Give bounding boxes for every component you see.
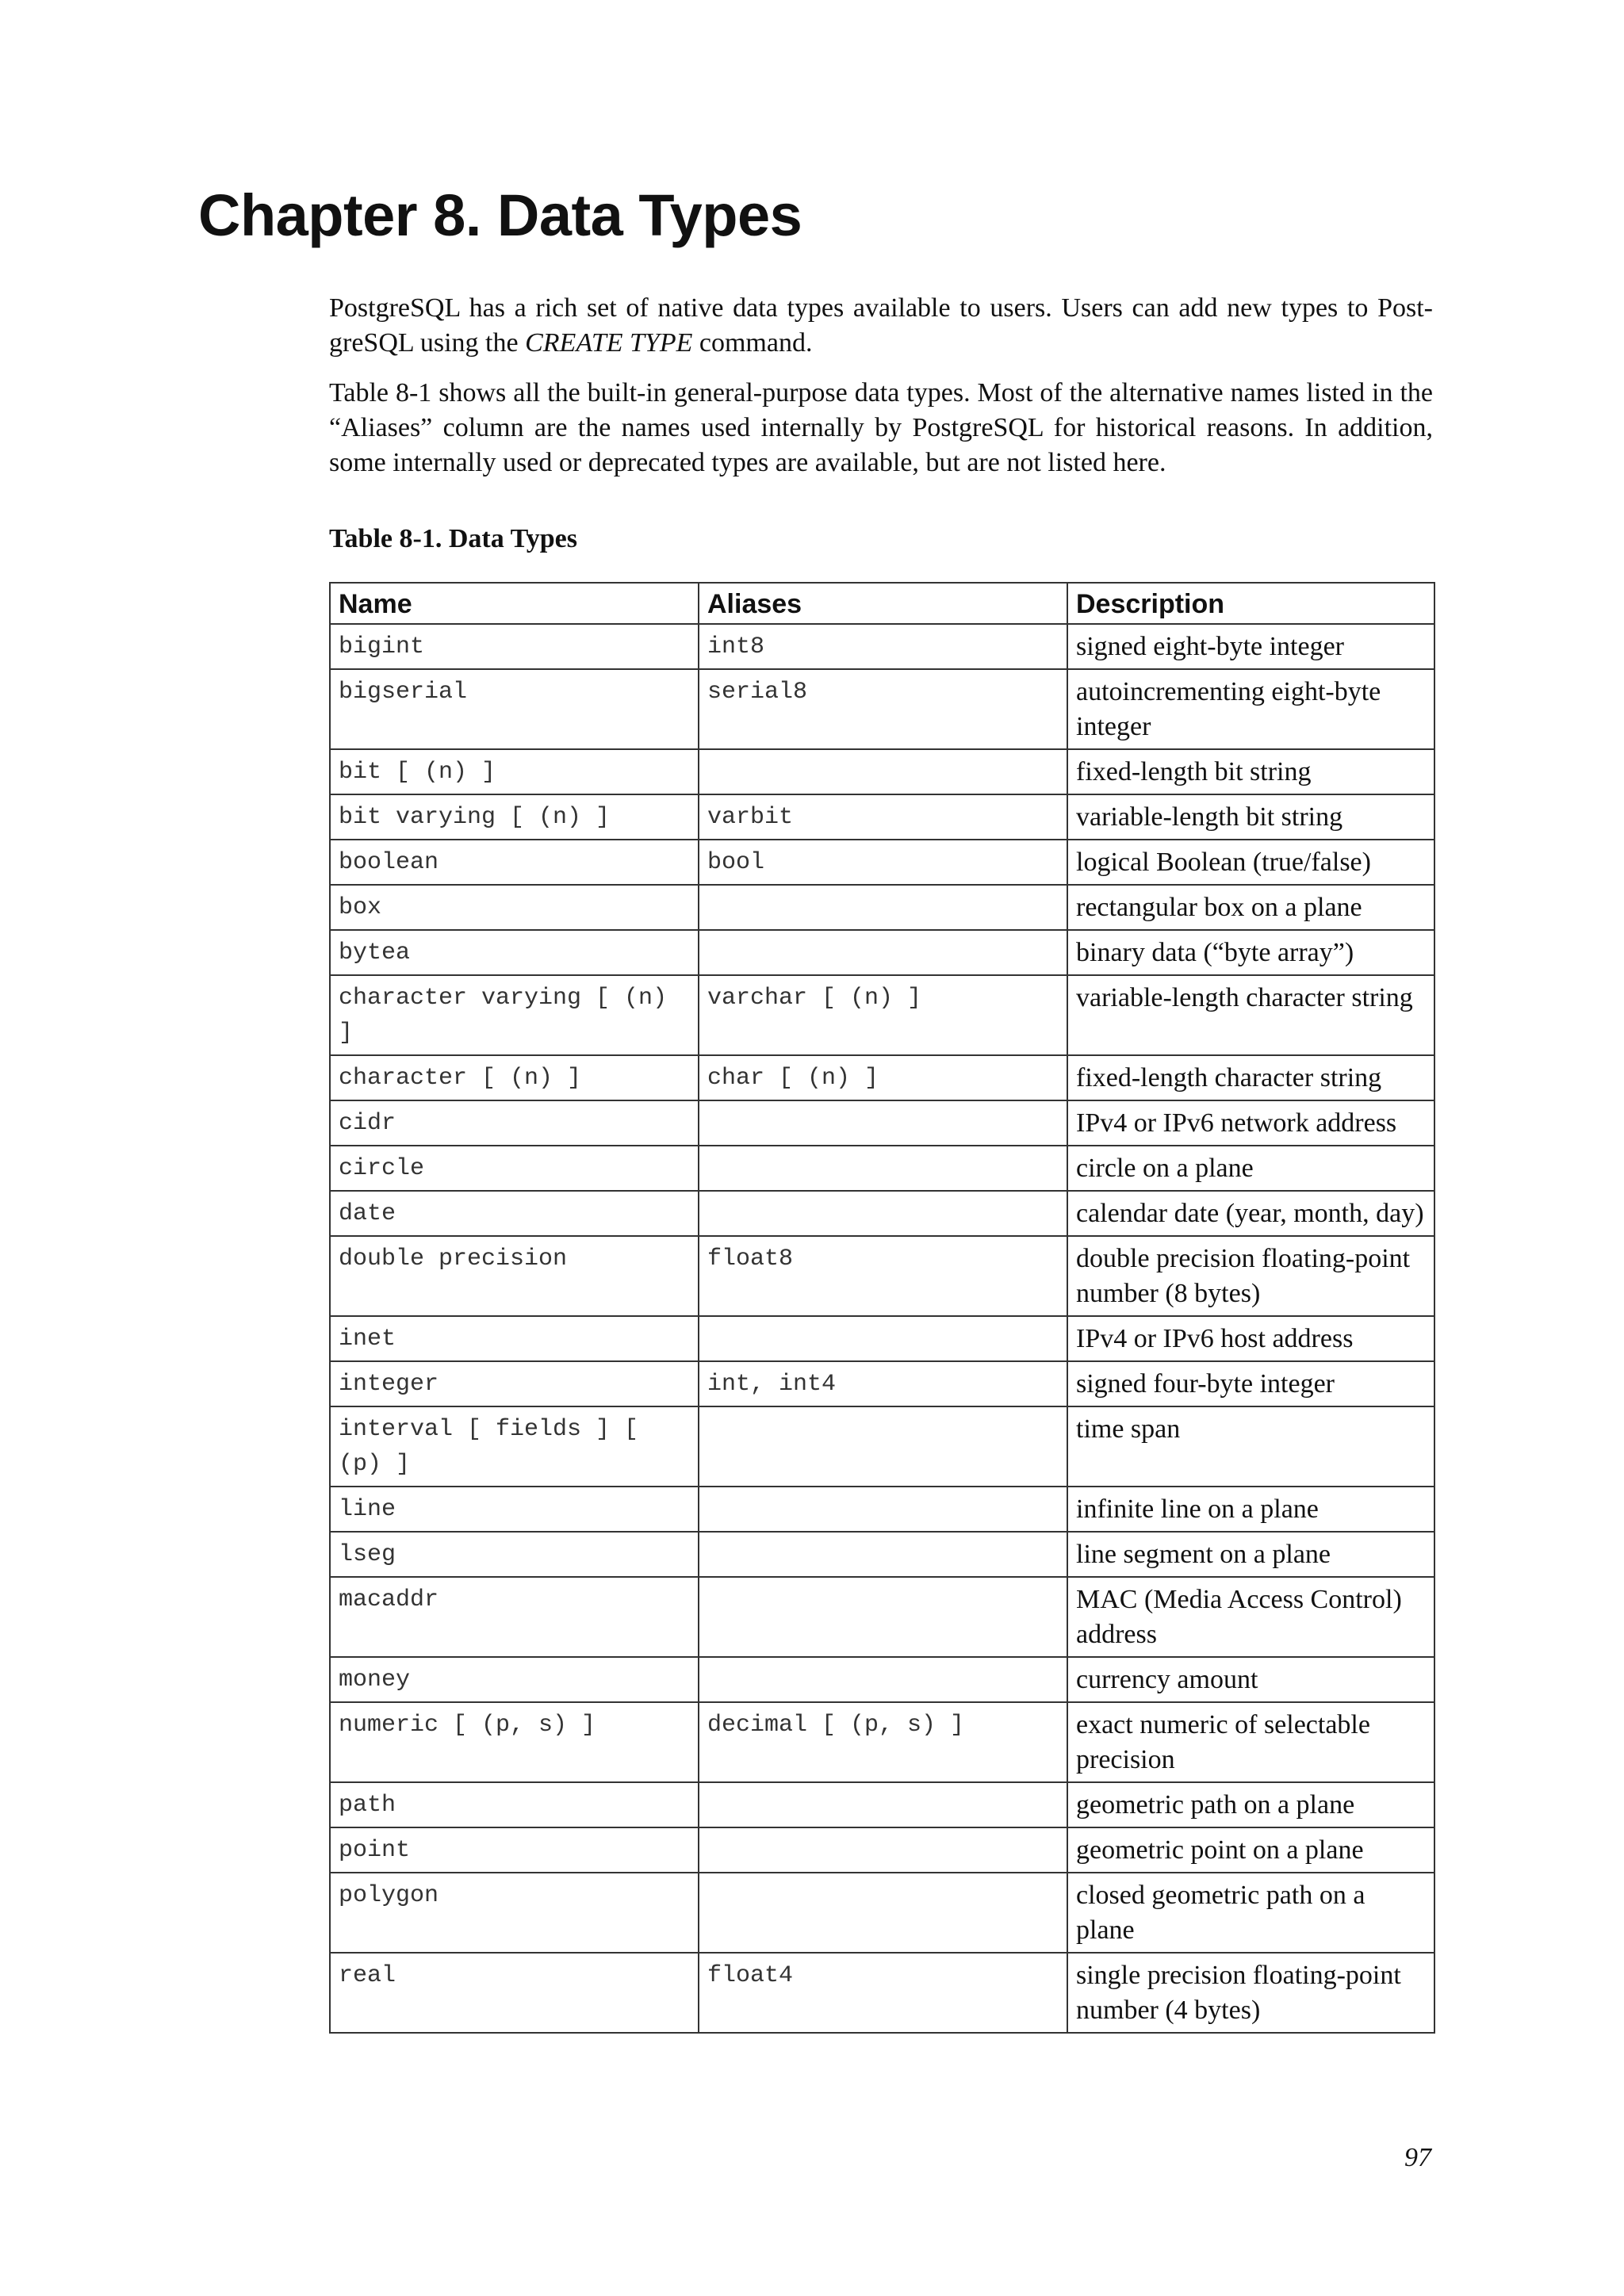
type-name: numeric [ (p, s) ] bbox=[330, 1702, 699, 1782]
type-description: variable-length character string bbox=[1067, 975, 1434, 1055]
type-aliases bbox=[699, 1316, 1067, 1361]
type-name: cidr bbox=[330, 1100, 699, 1146]
type-name: inet bbox=[330, 1316, 699, 1361]
type-description: signed eight-byte integer bbox=[1067, 624, 1434, 669]
type-description: fixed-length character string bbox=[1067, 1055, 1434, 1100]
type-aliases: serial8 bbox=[699, 669, 1067, 749]
column-header-description: Description bbox=[1067, 583, 1434, 624]
type-name: bigserial bbox=[330, 669, 699, 749]
type-name: circle bbox=[330, 1146, 699, 1191]
type-name: money bbox=[330, 1657, 699, 1702]
type-aliases: varbit bbox=[699, 794, 1067, 840]
type-aliases bbox=[699, 1782, 1067, 1827]
type-description: binary data (“byte array”) bbox=[1067, 930, 1434, 975]
type-description: geometric path on a plane bbox=[1067, 1782, 1434, 1827]
type-name: bigint bbox=[330, 624, 699, 669]
type-aliases bbox=[699, 885, 1067, 930]
type-description: IPv4 or IPv6 host address bbox=[1067, 1316, 1434, 1361]
table-row bbox=[330, 1236, 1434, 1316]
table-header-row bbox=[330, 583, 1434, 624]
table-row bbox=[330, 1055, 1434, 1100]
type-name: interval [ fields ] [ (p) ] bbox=[330, 1406, 699, 1487]
table-row bbox=[330, 1702, 1434, 1782]
type-aliases bbox=[699, 749, 1067, 794]
type-aliases bbox=[699, 1577, 1067, 1657]
table-row bbox=[330, 1782, 1434, 1827]
type-name: line bbox=[330, 1487, 699, 1532]
table-row bbox=[330, 1577, 1434, 1657]
type-aliases: varchar [ (n) ] bbox=[699, 975, 1067, 1055]
type-description: line segment on a plane bbox=[1067, 1532, 1434, 1577]
type-aliases bbox=[699, 1827, 1067, 1873]
type-description: calendar date (year, month, day) bbox=[1067, 1191, 1434, 1236]
table-row bbox=[330, 1361, 1434, 1406]
type-description: time span bbox=[1067, 1406, 1434, 1487]
intro-paragraph-1-text-b: command. bbox=[692, 328, 813, 358]
type-name: character varying [ (n) ] bbox=[330, 975, 699, 1055]
type-name: lseg bbox=[330, 1532, 699, 1577]
type-name: box bbox=[330, 885, 699, 930]
page-number: 97 bbox=[1404, 2143, 1431, 2172]
type-description: signed four-byte integer bbox=[1067, 1361, 1434, 1406]
table-row bbox=[330, 1827, 1434, 1873]
table-row bbox=[330, 975, 1434, 1055]
column-header-name: Name bbox=[330, 583, 699, 624]
type-description: single precision floating-point number (4 bytes) bbox=[1067, 1953, 1434, 2033]
table-row bbox=[330, 1487, 1434, 1532]
data-types-table bbox=[329, 582, 1435, 2034]
create-type-command: CREATE TYPE bbox=[525, 328, 693, 358]
type-name: character [ (n) ] bbox=[330, 1055, 699, 1100]
intro-paragraph-1-text-a: PostgreSQL has a rich set of native data types available to users. Users can add new types to Post-greSQL using the bbox=[329, 293, 1433, 358]
type-description: closed geometric path on a plane bbox=[1067, 1873, 1434, 1953]
type-name: bit [ (n) ] bbox=[330, 749, 699, 794]
type-description: geometric point on a plane bbox=[1067, 1827, 1434, 1873]
type-aliases: char [ (n) ] bbox=[699, 1055, 1067, 1100]
type-description: exact numeric of selectable precision bbox=[1067, 1702, 1434, 1782]
table-row bbox=[330, 624, 1434, 669]
type-aliases bbox=[699, 1657, 1067, 1702]
column-header-aliases: Aliases bbox=[699, 583, 1067, 624]
type-aliases bbox=[699, 1146, 1067, 1191]
table-row bbox=[330, 930, 1434, 975]
type-aliases: float8 bbox=[699, 1236, 1067, 1316]
type-description: logical Boolean (true/false) bbox=[1067, 840, 1434, 885]
intro-paragraph-1 bbox=[329, 291, 1433, 361]
type-aliases: bool bbox=[699, 840, 1067, 885]
type-name: date bbox=[330, 1191, 699, 1236]
type-description: fixed-length bit string bbox=[1067, 749, 1434, 794]
table-row bbox=[330, 794, 1434, 840]
table-row bbox=[330, 749, 1434, 794]
type-description: variable-length bit string bbox=[1067, 794, 1434, 840]
table-row bbox=[330, 1406, 1434, 1487]
table-row bbox=[330, 1146, 1434, 1191]
type-aliases bbox=[699, 1487, 1067, 1532]
type-aliases bbox=[699, 1406, 1067, 1487]
type-aliases: int8 bbox=[699, 624, 1067, 669]
type-aliases bbox=[699, 930, 1067, 975]
table-row bbox=[330, 1191, 1434, 1236]
type-name: bit varying [ (n) ] bbox=[330, 794, 699, 840]
type-name: double precision bbox=[330, 1236, 699, 1316]
type-description: autoincrementing eight-byte integer bbox=[1067, 669, 1434, 749]
table-row bbox=[330, 1873, 1434, 1953]
type-aliases: float4 bbox=[699, 1953, 1067, 2033]
table-row bbox=[330, 1532, 1434, 1577]
type-name: boolean bbox=[330, 840, 699, 885]
type-name: path bbox=[330, 1782, 699, 1827]
type-description: infinite line on a plane bbox=[1067, 1487, 1434, 1532]
type-name: real bbox=[330, 1953, 699, 2033]
type-aliases bbox=[699, 1532, 1067, 1577]
type-name: polygon bbox=[330, 1873, 699, 1953]
type-name: point bbox=[330, 1827, 699, 1873]
table-row bbox=[330, 669, 1434, 749]
table-row bbox=[330, 885, 1434, 930]
type-description: currency amount bbox=[1067, 1657, 1434, 1702]
type-description: double precision floating-point number (8 bytes) bbox=[1067, 1236, 1434, 1316]
type-aliases bbox=[699, 1100, 1067, 1146]
type-aliases: decimal [ (p, s) ] bbox=[699, 1702, 1067, 1782]
type-name: bytea bbox=[330, 930, 699, 975]
intro-paragraph-2: Table 8-1 shows all the built-in general-purpose data types. Most of the alternative names listed in the “Aliases” column are the names used internally by PostgreSQL for historical reasons. In addition, some internally used or deprecated types are available, but are not listed here. bbox=[329, 378, 1433, 477]
type-description: IPv4 or IPv6 network address bbox=[1067, 1100, 1434, 1146]
table-row bbox=[330, 840, 1434, 885]
table-row bbox=[330, 1316, 1434, 1361]
type-aliases bbox=[699, 1873, 1067, 1953]
type-description: MAC (Media Access Control) address bbox=[1067, 1577, 1434, 1657]
type-description: circle on a plane bbox=[1067, 1146, 1434, 1191]
type-name: macaddr bbox=[330, 1577, 699, 1657]
type-aliases bbox=[699, 1191, 1067, 1236]
type-description: rectangular box on a plane bbox=[1067, 885, 1434, 930]
type-aliases: int, int4 bbox=[699, 1361, 1067, 1406]
chapter-title: Chapter 8. Data Types bbox=[198, 182, 802, 248]
table-row bbox=[330, 1657, 1434, 1702]
table-caption: Table 8-1. Data Types bbox=[329, 524, 577, 553]
table-row bbox=[330, 1100, 1434, 1146]
table-row bbox=[330, 1953, 1434, 2033]
type-name: integer bbox=[330, 1361, 699, 1406]
